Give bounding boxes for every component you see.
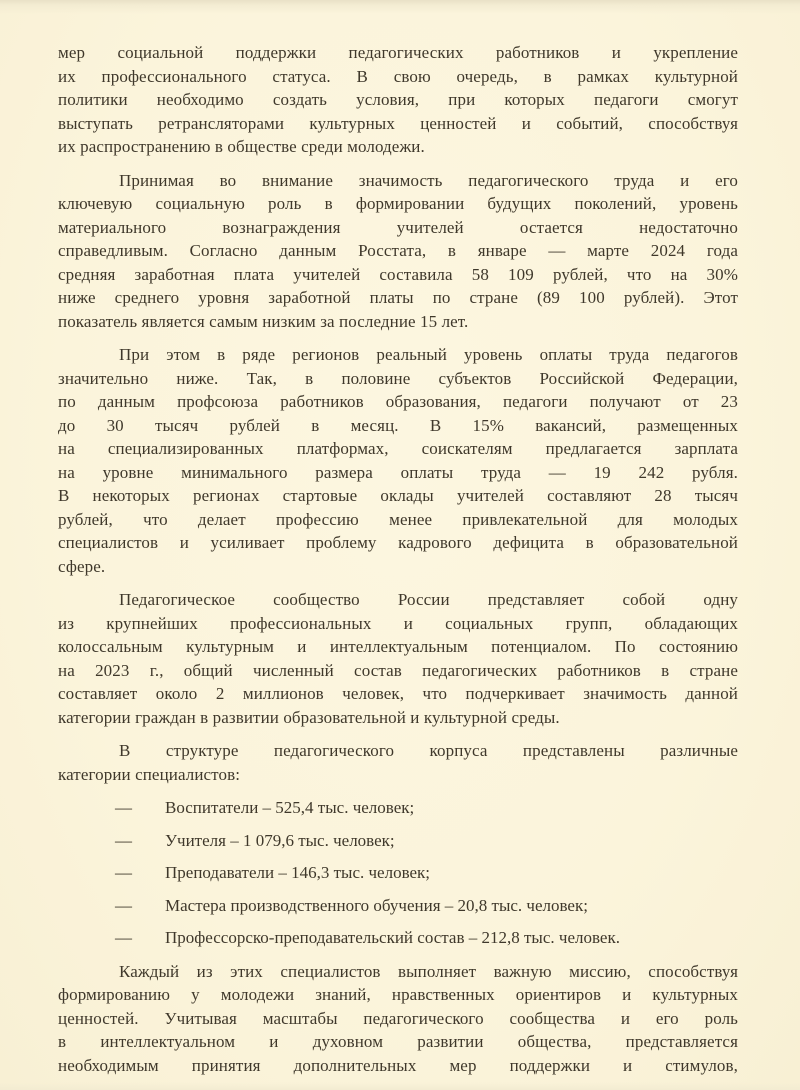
text-line: Принимая во внимание значимость педагогического труда и его <box>119 170 738 190</box>
list-item-dash: — <box>115 798 132 817</box>
text-line: рублей, что делает профессию менее привлекательной для молодых <box>58 509 738 529</box>
text-line: необходимым принятия дополнительных мер поддержки и стимулов, <box>58 1055 738 1075</box>
text-line: в интеллектуальном и духовном развитии общества, представляется <box>58 1032 738 1051</box>
text-line: При этом в ряде регионов реальный уровень оплаты труда педагогов <box>119 345 738 364</box>
text-line: ниже среднего уровня заработной платы по стране (89 100 рублей). Этот <box>58 288 738 307</box>
list-item <box>115 926 738 950</box>
paragraph <box>58 960 738 1078</box>
text-line: Педагогическое сообщество России представляет собой одну <box>119 590 738 609</box>
list-item-text: Учителя – 1 079,6 тыс. человек; <box>165 830 395 850</box>
text-line: В некоторых регионах стартовые оклады учителей составляют 28 тысяч <box>58 486 738 505</box>
text-line: их распространению в обществе среди молодежи. <box>58 137 425 156</box>
text-line: на специализированных платформах, соискателям предлагается зарплата <box>58 439 738 458</box>
text-line: составляет около 2 миллионов человек, что подчеркивает значимость данной <box>58 684 738 703</box>
paragraph <box>58 343 738 578</box>
paragraph <box>58 41 738 159</box>
text-line: до 30 тысяч рублей в месяц. В 15% вакансий, размещенных <box>58 415 738 435</box>
paragraph <box>58 169 738 334</box>
text-line: по данным профсоюза работников образования, педагоги получают от 23 <box>58 392 738 411</box>
text-line: специалистов и усиливает проблему кадрового дефицита в образовательной <box>58 533 738 552</box>
text-line: из крупнейших профессиональных и социальных групп, обладающих <box>58 613 738 633</box>
text-line: колоссальным культурным и интеллектуальным потенциалом. По состоянию <box>58 637 738 656</box>
list-item-dash: — <box>115 928 132 947</box>
text-line: на уровне минимального размера оплаты труда — 19 242 рубля. <box>58 462 738 482</box>
list-item <box>115 796 738 820</box>
paragraph <box>58 588 738 729</box>
text-line: формированию у молодежи знаний, нравственных ориентиров и культурных <box>58 985 738 1004</box>
text-line: на 2023 г., общий численный состав педагогических работников в стране <box>58 660 738 680</box>
text-line: политики необходимо создать условия, при которых педагоги смогут <box>58 90 738 109</box>
text-line: В структуре педагогического корпуса представлены различные <box>119 741 738 760</box>
text-line: сфере. <box>58 556 106 576</box>
list-item-dash: — <box>115 895 132 915</box>
text-line: ценностей. Учитывая масштабы педагогического сообщества и его роль <box>58 1008 738 1028</box>
text-line: средняя заработная плата учителей составила 58 109 рублей, что на 30% <box>58 264 738 284</box>
text-line: мер социальной поддержки педагогических работников и укрепление <box>58 43 738 62</box>
paragraph <box>58 739 738 786</box>
list-item-dash: — <box>115 830 132 850</box>
text-line: выступать ретрансляторами культурных ценностей и событий, способствуя <box>58 113 738 133</box>
text-line: категории граждан в развитии образовательной и культурной среды. <box>58 707 560 727</box>
text-line: ключевую социальную роль в формировании будущих поколений, уровень <box>58 194 738 213</box>
text-line: значительно ниже. Так, в половине субъектов Российской Федерации, <box>58 368 738 388</box>
list-item-dash: — <box>115 863 132 882</box>
text-line: категории специалистов: <box>58 764 241 784</box>
list-item-text: Профессорско-преподавательский состав – 212,8 тыс. человек. <box>165 928 620 947</box>
list-item-text: Воспитатели – 525,4 тыс. человек; <box>165 798 415 817</box>
text-line: справедливым. Согласно данным Росстата, в январе — марте 2024 года <box>58 241 738 260</box>
text-line: показатель является самым низким за последние 15 лет. <box>58 311 469 331</box>
list-item <box>115 829 738 853</box>
text-line: материального вознаграждения учителей остается недостаточно <box>58 217 738 237</box>
text-content <box>58 41 738 1087</box>
list-item <box>115 861 738 885</box>
list-item-text: Преподаватели – 146,3 тыс. человек; <box>165 863 431 882</box>
specialist-category-list <box>58 796 738 950</box>
list-item-text: Мастера производственного обучения – 20,8 тыс. человек; <box>165 895 588 915</box>
text-line: Каждый из этих специалистов выполняет важную миссию, способствуя <box>119 961 738 981</box>
text-line: их профессионального статуса. В свою очередь, в рамках культурной <box>58 66 738 86</box>
list-item <box>115 894 738 918</box>
